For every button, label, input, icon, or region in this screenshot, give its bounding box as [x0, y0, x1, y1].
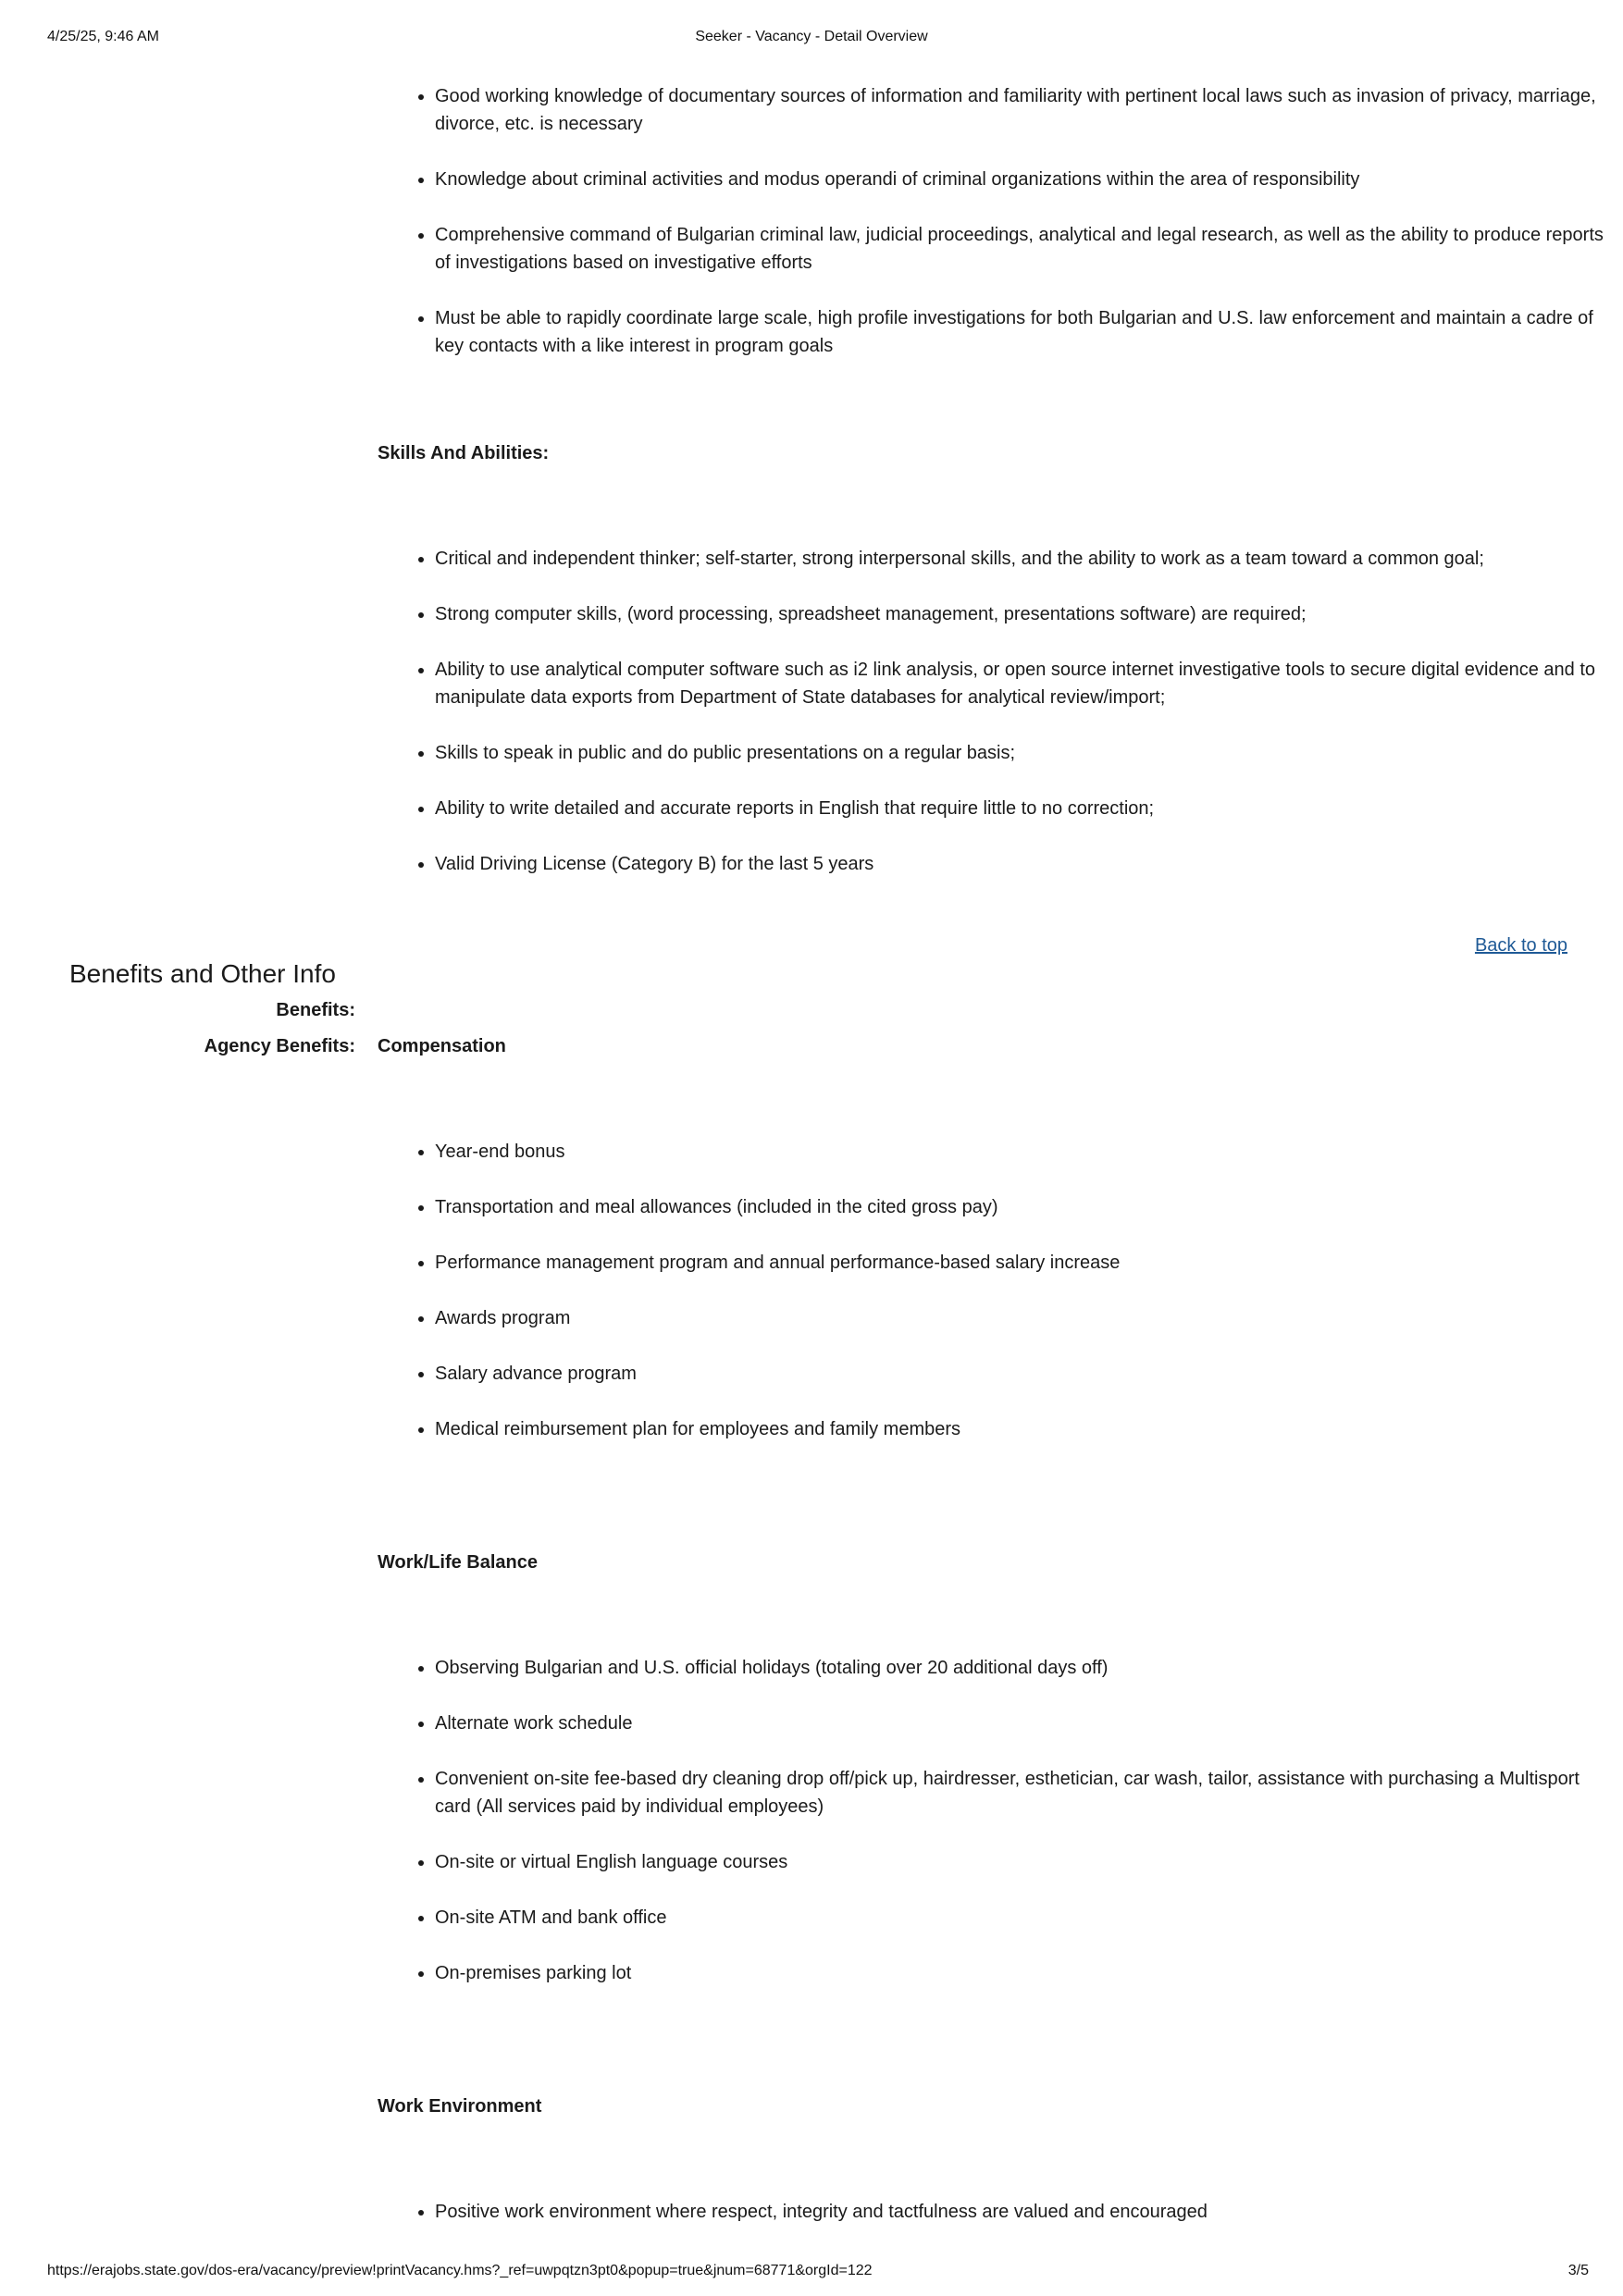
- print-header: [0, 29, 1623, 49]
- list-item: • Medical reimbursement plan for employees and family members: [435, 1415, 1619, 1443]
- list-item: • Good working knowledge of documentary sources of information and familiarity with pertinent local laws such as invasion of privacy, marriage, divorce, etc. is necessary: [435, 82, 1619, 138]
- list-item: • On-premises parking lot: [435, 1959, 1619, 1987]
- list-item: • Comprehensive command of Bulgarian criminal law, judicial proceedings, analytical and legal research, as well as the ability to produce reports of investigations based on investigative efforts: [435, 221, 1619, 277]
- list-item: • Ability to use analytical computer software such as i2 link analysis, or open source internet investigative tools to secure digital evidence and to manipulate data exports from Department of State databases for analytical review/import;: [435, 656, 1619, 711]
- knowledge-list: [378, 82, 1619, 360]
- print-url: https://erajobs.state.gov/dos-era/vacancy/preview!printVacancy.hms?_ref=uwpqtzn3pt0&popup=true&jnum=68771&orgId=122: [47, 2263, 873, 2278]
- list-item: • Awards program: [435, 1304, 1619, 1332]
- list-item: • Observing Bulgarian and U.S. official holidays (totaling over 20 additional days off): [435, 1654, 1619, 1682]
- list-item: • Transportation and meal allowances (included in the cited gross pay): [435, 1193, 1619, 1221]
- benefits-label: Benefits:: [276, 1000, 355, 1020]
- list-item: • Skills to speak in public and do public presentations on a regular basis;: [435, 739, 1619, 767]
- compensation-heading: Compensation: [378, 1036, 506, 1056]
- print-page-title: Seeker - Vacancy - Detail Overview: [695, 29, 928, 44]
- list-item: • Year-end bonus: [435, 1138, 1619, 1166]
- list-item: • Ability to write detailed and accurate reports in English that require little to no correction;: [435, 795, 1619, 822]
- list-item: • On-site ATM and bank office: [435, 1904, 1619, 1932]
- compensation-list: [378, 1138, 1619, 1443]
- list-item: • Valid Driving License (Category B) for the last 5 years: [435, 850, 1619, 878]
- page-number: 3/5: [1567, 2263, 1589, 2278]
- list-item: • Salary advance program: [435, 1360, 1619, 1388]
- list-item: • Strong computer skills, (word processing, spreadsheet management, presentations software) are required;: [435, 600, 1619, 628]
- list-item: • Knowledge about criminal activities and modus operandi of criminal organizations within the area of responsibility: [435, 166, 1619, 193]
- skills-list: [378, 545, 1619, 878]
- back-to-top-link[interactable]: Back to top: [1474, 935, 1567, 956]
- list-item: • Critical and independent thinker; self-starter, strong interpersonal skills, and the ability to work as a team toward a common goal;: [435, 545, 1619, 573]
- work-environment-list: [378, 2198, 1619, 2226]
- work-life-heading: Work/Life Balance: [378, 1552, 539, 1573]
- list-item: • Performance management program and annual performance-based salary increase: [435, 1249, 1619, 1277]
- list-item: • On-site or virtual English language courses: [435, 1848, 1619, 1876]
- list-item: • Alternate work schedule: [435, 1710, 1619, 1737]
- list-item: • Must be able to rapidly coordinate large scale, high profile investigations for both Bulgarian and U.S. law enforcement and maintain a cadre of key contacts with a like interest in program goals: [435, 304, 1619, 360]
- agency-benefits-label: Agency Benefits:: [204, 1036, 355, 1056]
- work-environment-heading: Work Environment: [378, 2096, 542, 2117]
- list-item: • Convenient on-site fee-based dry cleaning drop off/pick up, hairdresser, esthetician, car wash, tailor, assistance with purchasing a Multisport card (All services paid by individual employees): [435, 1765, 1619, 1821]
- benefits-section-title: Benefits and Other Info: [69, 959, 336, 988]
- work-life-list: [378, 1654, 1619, 1987]
- print-footer: [0, 2263, 1623, 2283]
- list-item: • Positive work environment where respect, integrity and tactfulness are valued and encouraged: [435, 2198, 1619, 2226]
- skills-heading: Skills And Abilities:: [378, 443, 550, 463]
- print-datetime: 4/25/25, 9:46 AM: [47, 29, 159, 44]
